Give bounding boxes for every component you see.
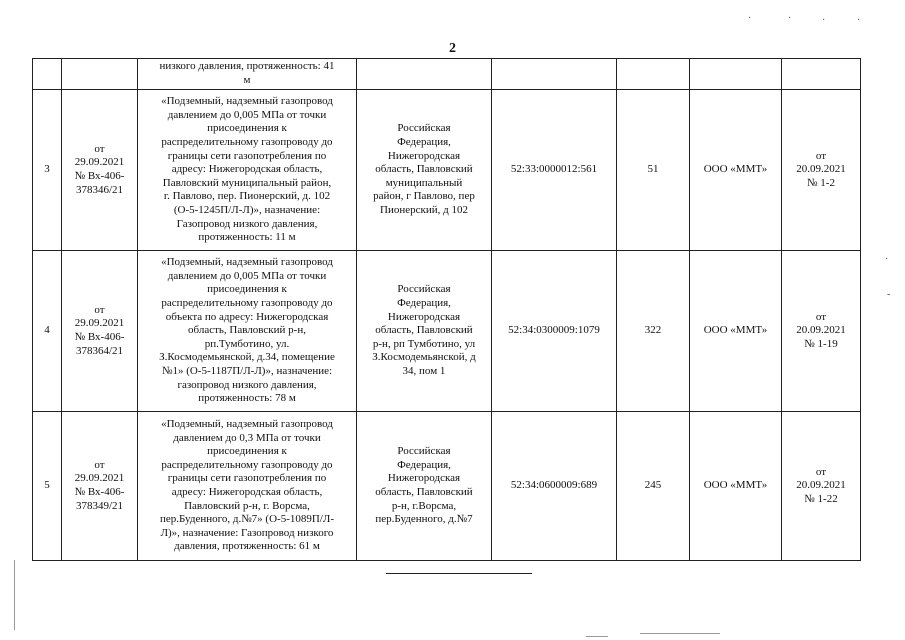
address-cell: Российская Федерация, Нижегородская область, Павловский р-н, г.Ворсма, пер.Буденного, д.№7 — [357, 412, 492, 561]
owner-cell: ООО «ММТ» — [690, 251, 782, 412]
cadastral-number-cell: 52:34:0300009:1079 — [492, 251, 617, 412]
document-cell: от 20.09.2021 № 1-22 — [782, 412, 861, 561]
object-description-cell: «Подземный, надземный газопровод давлением до 0,005 МПа от точки присоединения к распределительному газопроводу до объекта по адресу: Нижегородская область, Павловский р-н, рп.Тумботино, ул. З.Космодемьянской, д.34, помещение №1» (О-5-1187П/Л-Л)», назначение: газопровод низкого давления, протяженность: 78 м — [138, 251, 357, 412]
row-number-cell — [33, 59, 62, 90]
incoming-ref-cell — [62, 59, 138, 90]
quantity-cell — [617, 59, 690, 90]
cadastral-number-cell: 52:34:0600009:689 — [492, 412, 617, 561]
scan-edge-line — [14, 560, 15, 630]
scan-edge-line — [640, 633, 720, 634]
scan-speck: · — [822, 15, 826, 26]
scan-speck: - — [887, 289, 891, 300]
document-cell: от 20.09.2021 № 1-2 — [782, 90, 861, 251]
table-row-continuation — [33, 59, 861, 90]
owner-cell: ООО «ММТ» — [690, 412, 782, 561]
object-description-cell: «Подземный, надземный газопровод давлением до 0,005 МПа от точки присоединения к распределительному газопроводу до границы сети газопотребления по адресу: Нижегородская область, Павловский муниципальный район, г. Павлово, пер. Пионерский, д. 102 (О-5-1245П/Л-Л)», назначение: Газопровод низкого давления, протяженность: 11 м — [138, 90, 357, 251]
row-number-cell: 4 — [33, 251, 62, 412]
address-cell — [357, 59, 492, 90]
scan-speck: · — [788, 13, 792, 24]
row-number-cell: 3 — [33, 90, 62, 251]
row-number-cell: 5 — [33, 412, 62, 561]
table-row — [33, 90, 861, 251]
incoming-ref-cell: от 29.09.2021 № Вх-406- 378346/21 — [62, 90, 138, 251]
quantity-cell: 245 — [617, 412, 690, 561]
owner-cell: ООО «ММТ» — [690, 90, 782, 251]
quantity-cell: 51 — [617, 90, 690, 251]
table-row — [33, 251, 861, 412]
quantity-cell: 322 — [617, 251, 690, 412]
footnote-separator-line — [386, 573, 532, 574]
owner-cell — [690, 59, 782, 90]
object-description-cell: «Подземный, надземный газопровод давлением до 0,3 МПа от точки присоединения к распределительному газопроводу до границы сети газопотребления по адресу: Нижегородская область, Павловский р-н, г. Ворсма, пер.Буденного, д.№7» (О-5-1089П/Л- Л)», назначение: Газопровод низкого давления, протяженность: 61 м — [138, 412, 357, 561]
address-cell: Российская Федерация, Нижегородская область, Павловский муниципальный район, г Павлово, пер Пионерский, д 102 — [357, 90, 492, 251]
cadastral-number-cell: 52:33:0000012:561 — [492, 90, 617, 251]
scan-speck: · — [857, 15, 861, 26]
incoming-ref-cell: от 29.09.2021 № Вх-406- 378349/21 — [62, 412, 138, 561]
cadastral-number-cell — [492, 59, 617, 90]
table-row — [33, 412, 861, 561]
registry-table — [32, 58, 861, 561]
scan-edge-line — [586, 636, 608, 637]
object-description-cell: низкого давления, протяженность: 41 м — [138, 59, 357, 90]
page-number: 2 — [449, 41, 456, 56]
scan-speck: · — [885, 254, 889, 265]
document-cell — [782, 59, 861, 90]
document-cell: от 20.09.2021 № 1-19 — [782, 251, 861, 412]
address-cell: Российская Федерация, Нижегородская область, Павловский р-н, рп Тумботино, ул З.Космодемьянской, д 34, пом 1 — [357, 251, 492, 412]
scan-speck: · — [748, 13, 752, 24]
incoming-ref-cell: от 29.09.2021 № Вх-406- 378364/21 — [62, 251, 138, 412]
